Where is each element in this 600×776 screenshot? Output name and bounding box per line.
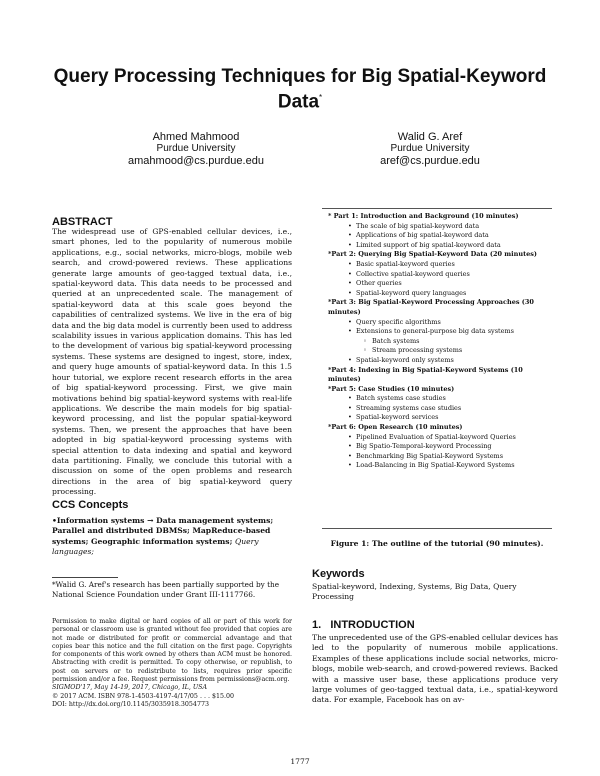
title-line-1: Query Processing Techniques for Big Spatial-Keyword <box>53 66 547 87</box>
outline-subitem: ◦ Stream processing systems <box>322 346 552 356</box>
author-affiliation: Purdue University <box>390 143 470 154</box>
outline-item: • Extensions to general-purpose big data systems <box>322 327 552 337</box>
outline-part-6: *Part 6: Open Research (10 minutes) <box>328 423 463 432</box>
outline-item: • Batch systems case studies <box>322 394 552 404</box>
paper-title <box>40 66 560 112</box>
permission-block <box>52 618 292 709</box>
author-block-2 <box>330 131 530 167</box>
ccs-concepts-italic: Query languages; <box>52 536 259 557</box>
conference-info: SIGMOD'17, May 14-19, 2017, Chicago, IL, USA <box>52 684 208 692</box>
outline-item: • Applications of big spatial-keyword data <box>322 231 552 241</box>
author-block-1 <box>96 131 296 167</box>
permission-text: Permission to make digital or hard copies of all or part of this work for personal or classroom use is granted without fee provided that copies are not made or distributed for profit or commercial advantage and that copies bear this notice and the full citation on the first page. Copyrights for components of this work owned by others than ACM must be honored. Abstracting with credit is permitted. To copy otherwise, or republish, to post on servers or to redistribute to lists, requires prior specific permission and/or a fee. Request permissions from permissions@acm.org. <box>52 618 292 684</box>
introduction-text: The unprecedented use of the GPS-enabled cellular devices has led to the popularity of numerous mobile applications. Examples of these applications include social networks, micro-blogs, mobile web-search, and crowd-powered reviews. Backed with a massive user base, these applications produce very large volumes of geo-tagged textual data, i.e., spatial-keyword data. For example, Facebook has on av- <box>312 633 558 705</box>
abstract-heading: ABSTRACT <box>52 216 113 228</box>
outline-item: • Collective spatial-keyword queries <box>322 270 552 280</box>
outline-part-2: *Part 2: Querying Big Spatial-Keyword Data (20 minutes) <box>328 250 537 259</box>
outline-part-1: * Part 1: Introduction and Background (10 minutes) <box>328 212 519 220</box>
outline-item: • Basic spatial-keyword queries <box>322 260 552 270</box>
abstract-text: The widespread use of GPS-enabled cellular devices, i.e., smart phones, led to the popularity of numerous mobile applications, e.g., social networks, micro-blogs, mobile web search, and crowd-powered reviews. These applications generate large amounts of geo-tagged textual data, i.e., spatial-keyword data. This data needs to be processed and queried at an unprecedented scale. The management of spatial-keyword data at this scale goes beyond the capabilities of centralized systems. We live in the era of big data and the big data model is currently been used to address scalability issues in various application domains. This has led to the development of various big spatial-keyword processing systems. These systems are designed to ingest, store, index, and query huge amounts of spatial-keyword data. In this 1.5 hour tutorial, we explore recent research efforts in the area of big spatial-keyword processing. First, we give main motivations behind big spatial-keyword systems with real-life applications. We describe the main models for big spatial-keyword processing, and list the popular spatial-keyword systems. Then, we present the approaches that have been adopted in big spatial-keyword processing systems with special attention to data indexing and spatial and keyword data partitioning. Finally, we conclude this tutorial with a discussion on some of the open problems and research directions in the area of big spatial-keyword query processing. <box>52 227 292 497</box>
footnote-rule <box>52 577 118 578</box>
figure-caption: Figure 1: The outline of the tutorial (90 minutes). <box>330 539 544 548</box>
outline-part-4: *Part 4: Indexing in Big Spatial-Keyword Systems (10 minutes) <box>328 365 523 384</box>
outline-item: • Benchmarking Big Spatial-Keyword Systems <box>322 452 552 462</box>
doi-link[interactable]: DOI: http://dx.doi.org/10.1145/3035918.3054773 <box>52 700 209 708</box>
outline-item: • Big Spatio-Temporal-keyword Processing <box>322 442 552 452</box>
author-name: Ahmed Mahmood <box>152 131 240 143</box>
outline-item: • Other queries <box>322 279 552 289</box>
ccs-concepts <box>52 516 292 558</box>
outline-subitem: ◦ Batch systems <box>322 337 552 347</box>
copyright-info: © 2017 ACM. ISBN 978-1-4503-4197-4/17/05 . . . $15.00 <box>52 692 234 700</box>
keywords-heading: Keywords <box>312 568 365 580</box>
footnote: *Walid G. Aref's research has been partially supported by the National Science Foundation under Grant III-1117766. <box>52 580 280 599</box>
outline-item: • The scale of big spatial-keyword data <box>322 222 552 232</box>
ccs-bullet: • <box>52 516 57 525</box>
outline-item: • Pipelined Evaluation of Spatial-keyword Queries <box>322 433 552 443</box>
title-footnote-mark: * <box>319 93 323 102</box>
outline-item: • Spatial-keyword only systems <box>322 356 552 366</box>
keywords-text: Spatial-keyword, Indexing, Systems, Big Data, Query Processing <box>312 582 517 602</box>
author-affiliation: Purdue University <box>156 143 236 154</box>
introduction-heading: 1. INTRODUCTION <box>312 619 415 631</box>
outline-item: • Spatial-keyword services <box>322 413 552 423</box>
outline-item: • Streaming systems case studies <box>322 404 552 414</box>
outline-part-3: *Part 3: Big Spatial-Keyword Processing Approaches (30 minutes) <box>328 298 534 316</box>
page-number: 1777 <box>290 757 310 766</box>
outline-item: • Query specific algorithms <box>322 318 552 328</box>
title-line-2: Data <box>277 91 320 113</box>
tutorial-outline-figure <box>322 208 552 529</box>
ccs-concepts-text: Information systems → Data management systems; Parallel and distributed DBMSs; MapReduce-based systems; Geographic information systems; <box>52 516 274 546</box>
author-email: amahmood@cs.purdue.edu <box>128 155 264 167</box>
author-email: aref@cs.purdue.edu <box>380 155 480 167</box>
outline-part-5: *Part 5: Case Studies (10 minutes) <box>328 384 455 393</box>
outline-item: • Limited support of big spatial-keyword data <box>322 241 552 251</box>
author-name: Walid G. Aref <box>397 131 463 143</box>
outline-item: • Spatial-keyword query languages <box>322 289 552 299</box>
outline-item: • Load-Balancing in Big Spatial-Keyword Systems <box>322 461 552 471</box>
ccs-heading: CCS Concepts <box>52 499 129 511</box>
